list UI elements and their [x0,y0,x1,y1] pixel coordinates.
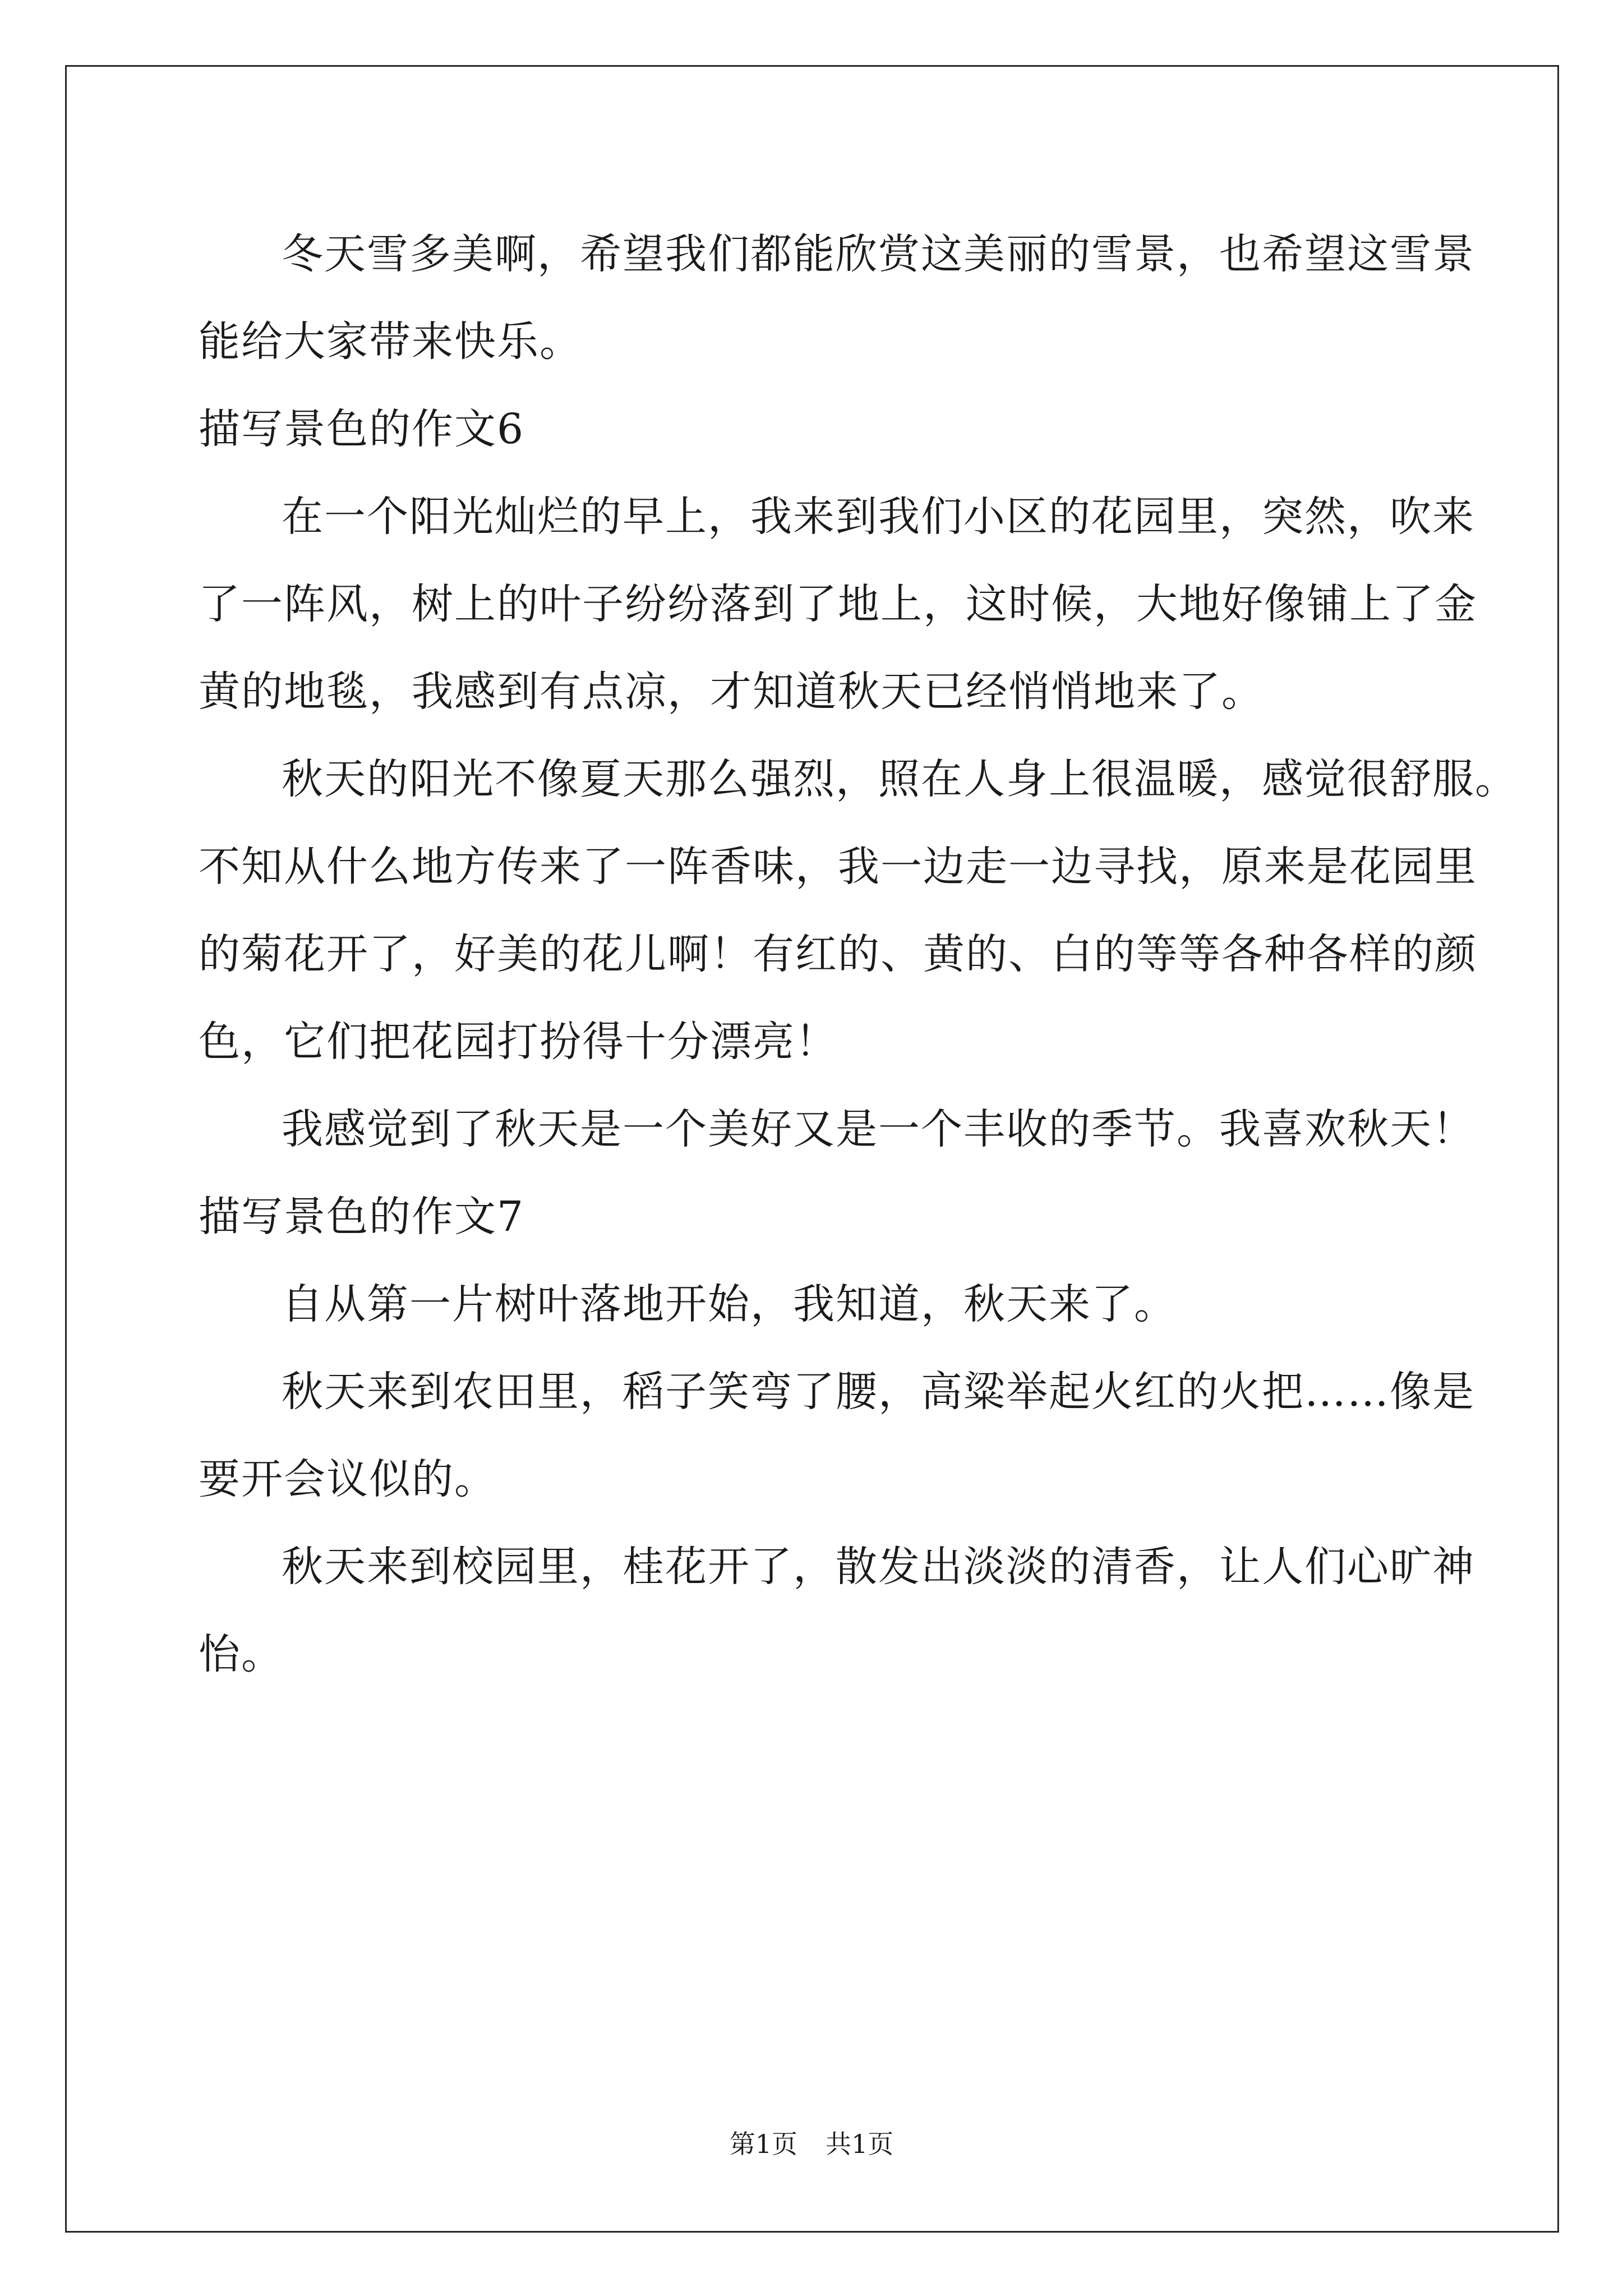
paragraph-line: 怡。 [199,1630,284,1678]
page-total: 共1页 [826,2129,894,2159]
paragraph-line: 黄的地毯，我感到有点凉，才知道秋天已经悄悄地来了。 [199,668,1264,716]
paragraph-line: 要开会议似的。 [199,1455,497,1503]
page-footer [0,2127,1623,2161]
document-body [199,210,1518,1698]
paragraph-line: 冬天雪多美啊，希望我们都能欣赏这美丽的雪景，也希望这雪景 [282,230,1475,278]
paragraph-line: 的菊花开了，好美的花儿啊！有红的、黄的、白的等等各种各样的颜 [199,930,1477,978]
paragraph-line: 在一个阳光灿烂的早上，我来到我们小区的花园里，突然，吹来 [282,493,1475,541]
section-heading: 描写景色的作文6 [199,405,525,453]
paragraph-line: 我感觉到了秋天是一个美好又是一个丰收的季节。我喜欢秋天！ [282,1105,1475,1153]
paragraph-line: 能给大家带来快乐。 [199,318,582,366]
section-heading: 描写景色的作文7 [199,1193,525,1241]
paragraph-line: 秋天的阳光不像夏天那么强烈，照在人身上很温暖，感觉很舒服。 [282,755,1518,803]
paragraph-line: 秋天来到校园里，桂花开了，散发出淡淡的清香，让人们心旷神 [282,1543,1475,1591]
paragraph-line: 自从第一片树叶落地开始，我知道，秋天来了。 [282,1280,1177,1328]
page-number: 第1页 [729,2129,797,2159]
paragraph-line: 了一阵风，树上的叶子纷纷落到了地上，这时候，大地好像铺上了金 [199,580,1477,628]
paragraph-line: 秋天来到农田里，稻子笑弯了腰，高粱举起火红的火把……像是 [282,1368,1475,1416]
paragraph-line: 色，它们把花园打扮得十分漂亮！ [199,1018,838,1066]
paragraph-line: 不知从什么地方传来了一阵香味，我一边走一边寻找，原来是花园里 [199,843,1477,891]
